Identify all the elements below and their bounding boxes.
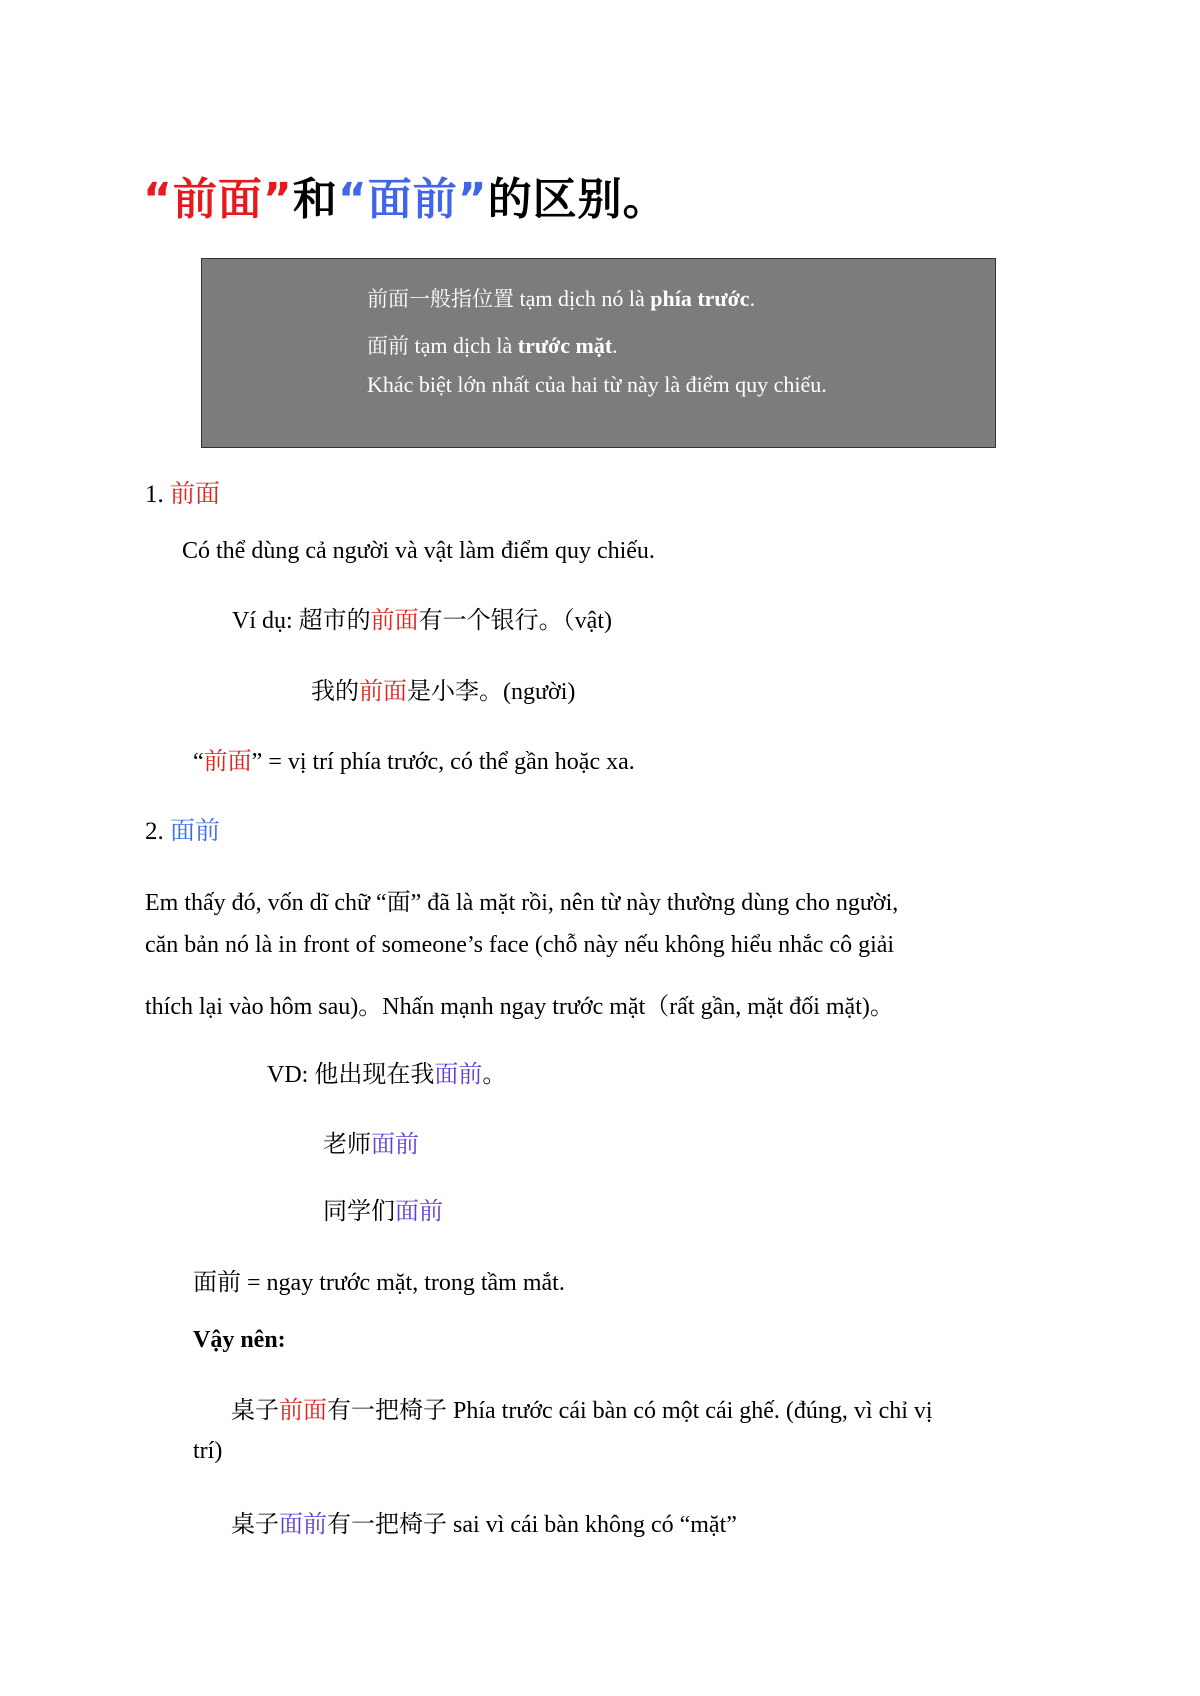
- title-quote-open-1: “: [143, 174, 173, 225]
- def-quote-open: “: [193, 749, 204, 775]
- summary-line-2-bold: trước mặt: [517, 333, 613, 358]
- c2-word: 面前: [279, 1510, 327, 1538]
- title-he: 和: [292, 174, 338, 225]
- example-2-part-b: 是小李。: [407, 677, 503, 705]
- def-2-word: 面前: [193, 1268, 241, 1296]
- summary-line-2-end: .: [612, 333, 618, 358]
- conclusion-example-2: [231, 1504, 737, 1539]
- para-3-part-e: rất gần, mặt đối mặt): [669, 994, 870, 1020]
- section-2-number: 2.: [145, 818, 170, 845]
- page-title: [143, 163, 668, 227]
- conclusion-example-1-line-1: [231, 1390, 933, 1425]
- def-2-text: = ngay trước mặt, trong tầm mắt.: [241, 1270, 565, 1296]
- summary-line-1-end: .: [749, 286, 756, 311]
- para-1-part-a: Em thấy đó, vốn dĩ chữ “: [145, 890, 387, 916]
- section-2-definition: [193, 1262, 565, 1297]
- para-1-part-b: ” đã là mặt rồi, nên từ này thường dùng cho người,: [410, 890, 899, 916]
- para-3-part-d: （: [645, 992, 670, 1020]
- section-2-vd-3: [323, 1191, 443, 1226]
- example-2-word: 前面: [359, 677, 407, 705]
- section-1-description: Có thể dùng cả người và vật làm điểm quy chiếu.: [182, 538, 655, 564]
- c1-word: 前面: [279, 1396, 327, 1424]
- vd-2-part-a: 老师: [323, 1130, 371, 1158]
- para-3-part-a: thích lại vào hôm sau): [145, 994, 359, 1020]
- vd-1-part-b: 。: [482, 1060, 507, 1088]
- summary-line-1-cjk: 前面一般指位置: [367, 287, 514, 311]
- example-2-note: (người): [503, 679, 576, 705]
- vd-3-word: 面前: [395, 1197, 443, 1225]
- section-1-example-1: [232, 600, 612, 635]
- vd-2-word: 面前: [371, 1130, 419, 1158]
- c2-text: sai vì cái bàn không có “mặt”: [447, 1512, 737, 1538]
- summary-line-2: [367, 330, 618, 360]
- summary-line-2-text: tạm dịch là: [409, 333, 518, 358]
- section-2-vd-1: [267, 1054, 506, 1089]
- para-3-part-b: 。: [358, 992, 383, 1020]
- title-quote-close-1: ”: [262, 174, 293, 225]
- example-1-note: vật): [574, 608, 612, 634]
- vd-1-part-a: 他出现在我: [314, 1060, 435, 1088]
- title-word-mianqian: 面前: [367, 174, 458, 225]
- summary-line-1: [367, 283, 755, 313]
- conclusion-label: Vậy nên:: [193, 1327, 286, 1353]
- section-2-paragraph-line-2: căn bản nó là in front of someone’s face (chỗ này nếu không hiểu nhắc cô giải: [145, 932, 895, 958]
- para-3-part-f: 。: [869, 992, 894, 1020]
- section-2-paragraph-line-1: [145, 882, 898, 917]
- example-2-part-a: 我的: [311, 677, 359, 705]
- para-1-cjk: 面: [386, 888, 411, 916]
- example-label: Ví dụ:: [232, 608, 299, 634]
- section-1-example-2: [311, 671, 575, 706]
- section-2-vd-2: [323, 1124, 419, 1159]
- summary-line-1-bold: phía trước: [650, 286, 750, 311]
- c1-text: Phía trước cái bàn có một cái ghế. (đúng, vì chỉ vị: [447, 1398, 933, 1424]
- section-2-paragraph-line-3: [145, 986, 894, 1021]
- section-2-heading: [145, 811, 220, 847]
- summary-line-3: Khác biệt lớn nhất của hai từ này là điểm quy chiếu.: [367, 372, 827, 397]
- vd-3-part-a: 同学们: [323, 1197, 395, 1225]
- def-word: 前面: [203, 747, 252, 775]
- section-1-definition: [193, 741, 635, 776]
- example-1-part-b: 有一个银行。（: [418, 606, 575, 634]
- vd-1-word: 面前: [434, 1060, 483, 1088]
- section-2-word: 面前: [170, 816, 221, 845]
- para-3-part-c: Nhấn mạnh ngay trước mặt: [382, 994, 646, 1020]
- title-quote-open-2: “: [337, 174, 368, 225]
- c1-part-b: 有一把椅子: [327, 1396, 447, 1424]
- section-1-word: 前面: [170, 479, 221, 508]
- c2-part-b: 有一把椅子: [327, 1510, 447, 1538]
- def-quote-close: ”: [251, 749, 263, 775]
- example-1-part-a: 超市的: [298, 606, 371, 634]
- title-rest: 的区别。: [487, 174, 668, 225]
- summary-line-1-text: tạm dịch nó là: [514, 286, 651, 311]
- vd-label: VD:: [267, 1062, 315, 1088]
- c2-part-a: 桌子: [231, 1510, 279, 1538]
- summary-box: [201, 258, 996, 448]
- title-word-qianmian: 前面: [172, 174, 263, 225]
- c1-part-a: 桌子: [231, 1396, 279, 1424]
- def-text: = vị trí phía trước, có thể gần hoặc xa.: [262, 749, 635, 775]
- section-1-heading: [145, 474, 220, 510]
- summary-line-2-cjk: 面前: [367, 334, 409, 358]
- title-quote-close-2: ”: [457, 174, 488, 225]
- conclusion-example-1-line-2: trí): [193, 1438, 223, 1464]
- example-1-word: 前面: [370, 606, 419, 634]
- section-1-number: 1.: [145, 481, 170, 508]
